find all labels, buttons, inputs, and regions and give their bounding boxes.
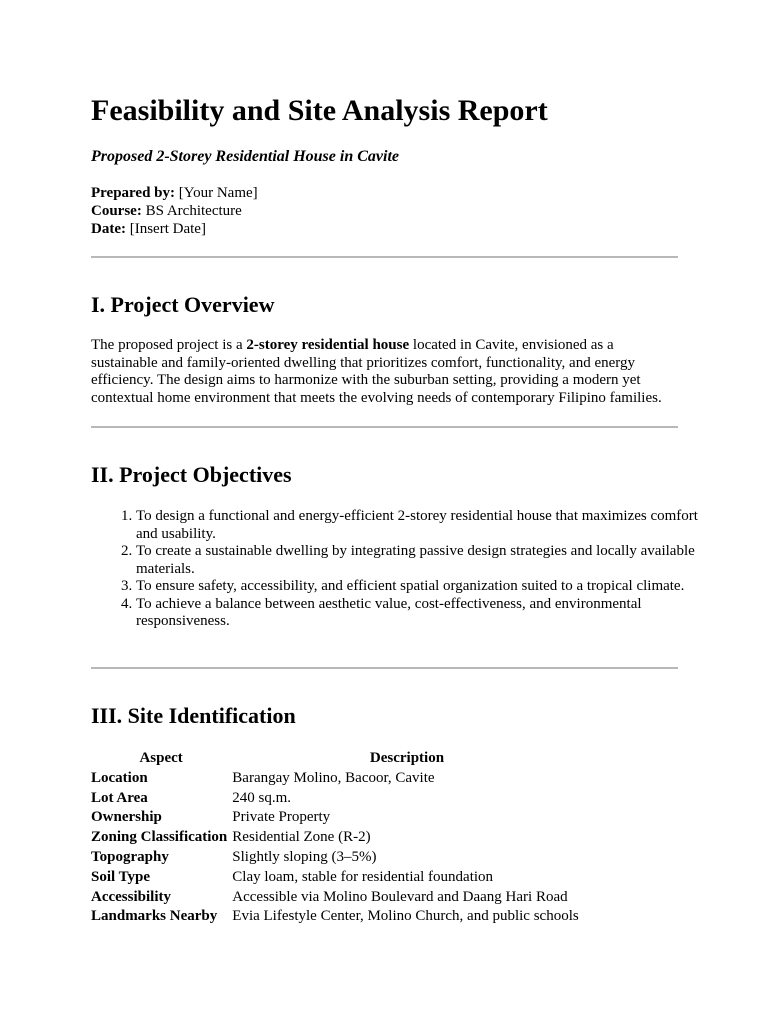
description-cell: Private Property <box>232 809 331 826</box>
objective-item: 3. To ensure safety, accessibility, and efficient spatial organization suited to a tropical climate. <box>136 578 723 596</box>
overview-text-start: The proposed project is a <box>91 337 247 353</box>
aspect-cell: Lot Area <box>91 789 148 806</box>
prepared-by-line <box>91 184 258 202</box>
overview-paragraph <box>91 337 678 407</box>
aspect-cell: Ownership <box>91 809 162 826</box>
course-line <box>91 202 258 220</box>
site-heading: III. Site Identification <box>91 703 296 728</box>
course-value: BS Architecture <box>145 203 242 219</box>
overview-text-end: located in Cavite, envisioned as a sustainable and family-oriented dwelling that prioritizes comfort, functionality, and energy efficiency. The design aims to harmonize with the suburban setting, providing a modern yet contextual home environment that meets the evolving needs of contemporary Filipino families. <box>91 337 662 406</box>
aspect-cell: Location <box>91 769 148 786</box>
column-header-description: Description <box>369 750 445 766</box>
aspect-cell: Accessibility <box>91 888 171 905</box>
table-row <box>91 789 583 809</box>
overview-heading: I. Project Overview <box>91 292 275 317</box>
course-label: Course: <box>91 203 142 219</box>
table-row <box>91 907 583 927</box>
description-cell: Barangay Molino, Bacoor, Cavite <box>232 769 435 786</box>
table-row <box>91 769 583 789</box>
objective-item: 1. To design a functional and energy-efficient 2-storey residential house that maximizes comfort and usability. <box>136 508 723 543</box>
site-identification-table <box>91 749 583 927</box>
date-line <box>91 220 258 238</box>
objective-item: 4. To achieve a balance between aesthetic value, cost-effectiveness, and environmental responsiveness. <box>136 596 723 631</box>
prepared-by-label: Prepared by: <box>91 185 176 201</box>
aspect-cell: Zoning Classification <box>91 829 228 846</box>
objectives-heading: II. Project Objectives <box>91 462 292 487</box>
description-cell: Accessible via Molino Boulevard and Daang Hari Road <box>232 888 568 905</box>
objectives-list <box>91 508 723 631</box>
overview-text-bold: 2-storey residential house <box>246 337 410 353</box>
table-row <box>91 848 583 868</box>
description-cell: 240 sq.m. <box>232 789 292 806</box>
section-divider <box>91 426 678 428</box>
section-divider <box>91 667 678 669</box>
prepared-by-value: [Your Name] <box>178 185 258 201</box>
table-row <box>91 888 583 908</box>
objective-item: 2. To create a sustainable dwelling by integrating passive design strategies and locally available materials. <box>136 543 723 578</box>
table-row <box>91 828 583 848</box>
date-label: Date: <box>91 221 126 237</box>
table-header-row <box>91 749 583 769</box>
description-cell: Residential Zone (R-2) <box>232 829 371 846</box>
report-title: Feasibility and Site Analysis Report <box>91 94 548 127</box>
column-header-aspect: Aspect <box>139 750 183 766</box>
description-cell: Clay loam, stable for residential foundation <box>232 868 494 885</box>
section-divider <box>91 256 678 258</box>
report-subtitle: Proposed 2-Storey Residential House in Cavite <box>91 148 399 165</box>
description-cell: Evia Lifestyle Center, Molino Church, and public schools <box>232 908 579 925</box>
table-row <box>91 868 583 888</box>
aspect-cell: Soil Type <box>91 868 151 885</box>
aspect-cell: Topography <box>91 848 169 865</box>
description-cell: Slightly sloping (3–5%) <box>232 848 377 865</box>
report-meta <box>91 184 258 238</box>
table-row <box>91 808 583 828</box>
date-value: [Insert Date] <box>129 221 206 237</box>
aspect-cell: Landmarks Nearby <box>91 908 218 925</box>
